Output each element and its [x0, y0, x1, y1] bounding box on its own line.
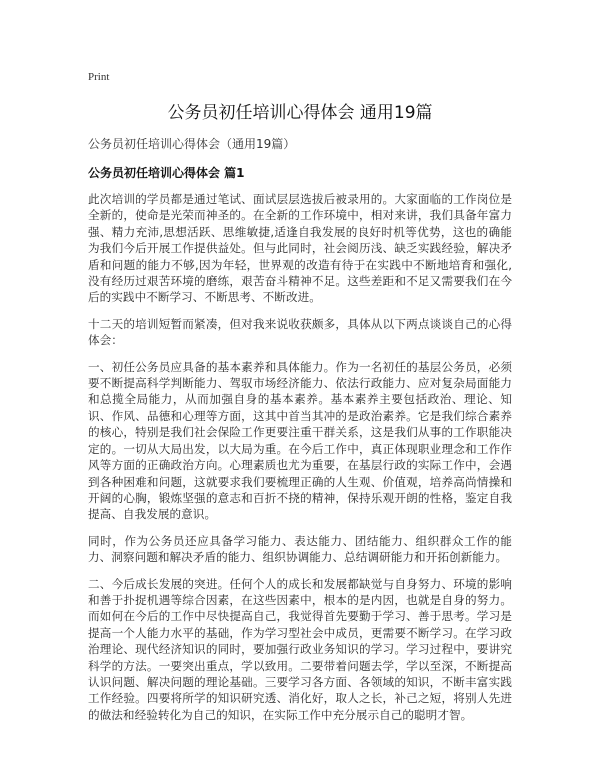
print-label: Print: [88, 71, 110, 83]
paragraph-summary: 十二天的培训短暂而紧凑，但对我来说收获颇多，具体从以下两点谈谈自己的心得体会：: [88, 316, 512, 348]
paragraph-point-one: 一、初任公务员应具备的基本素养和具体能力。作为一名初任的基层公务员，必须要不断提高科学判断能力、驾驭市场经济能力、依法行政能力、应对复杂局面能力和总揽全局能力，从而加强自身的基本素养。基本素养主要包括政治、理论、知识、作风、品德和心理等方面，这其中首当其冲的是政治素养。它是我们综合素养的核心，特别是我们社会保险工作更要注重干群关系，这是我们从事的工作职能决定的。一切从大局出发，以大局为重。在今后工作中，真正体现职业理念和工作作风等方面的正确政治方向。心理素质也尤为重要，在基层行政的实际工作中，会遇到各种困难和问题，这就要求我们要梳理正确的人生观、价值观，培养高尚情操和开阔的心胸，锻炼坚强的意志和百折不挠的精神，保持乐观开朗的性格，鉴定自我提高、自我发展的意识。: [88, 359, 512, 522]
page-subtitle: 公务员初任培训心得体会（通用19篇）: [88, 137, 296, 151]
paragraph-intro: 此次培训的学员都是通过笔试、面试层层选拔后被录用的。大家面临的工作岗位是全新的，使命是光荣而神圣的。在全新的工作环境中，相对来讲，我们具备年富力强、精力充沛,思想活跃、思维敏捷,适逢自我发展的良好时机等优势，这也的确能为我们今后开展工作提供益处。但与此同时，社会阅历浅、缺乏实践经验，解决矛盾和问题的能力不够,因为年轻，世界观的改造有待于在实践中不断地培育和强化,没有经历过艰苦环境的磨练，艰苦奋斗精神不足。这些差距和不足又需要我们在今后的实践中不断学习、不断思考、不断改进。: [88, 192, 512, 305]
section-heading: 公务员初任培训心得体会 篇1: [88, 166, 245, 180]
paragraph-point-two: 二、今后成长发展的突进。任何个人的成长和发展都缺觉与自身努力、环境的影响和善于扑捉机遇等综合因素，在这些因素中，根本的是内因，也就是自身的努力。而如何在今后的工作中尽快提高自己，我觉得首先要勤于学习、善于思考。学习是提高一个人能力水平的基础，作为学习型社会中成员，更需要不断学习。在学习政治理论、现代经济知识的同时，要加强行政业务知识的学习。学习过程中，要讲究科学的方法。一要突出重点，学以致用。二要带着问题去学，学以至深，不断提高认识问题、解决问题的理论基础。三要学习各方面、各领域的知识，不断丰富实践工作经验。四要将所学的知识研究透、消化好，取人之长，补己之短，将别人先进的做法和经验转化为自己的知识，在实际工作中充分展示自己的聪明才智。: [88, 576, 512, 722]
paragraph-abilities: 同时，作为公务员还应具备学习能力、表达能力、团结能力、组织群众工作的能力、洞察问题和解决矛盾的能力、组织协调能力、总结调研能力和开拓创新能力。: [88, 533, 512, 565]
page-title: 公务员初任培训心得体会 通用19篇: [167, 103, 433, 123]
